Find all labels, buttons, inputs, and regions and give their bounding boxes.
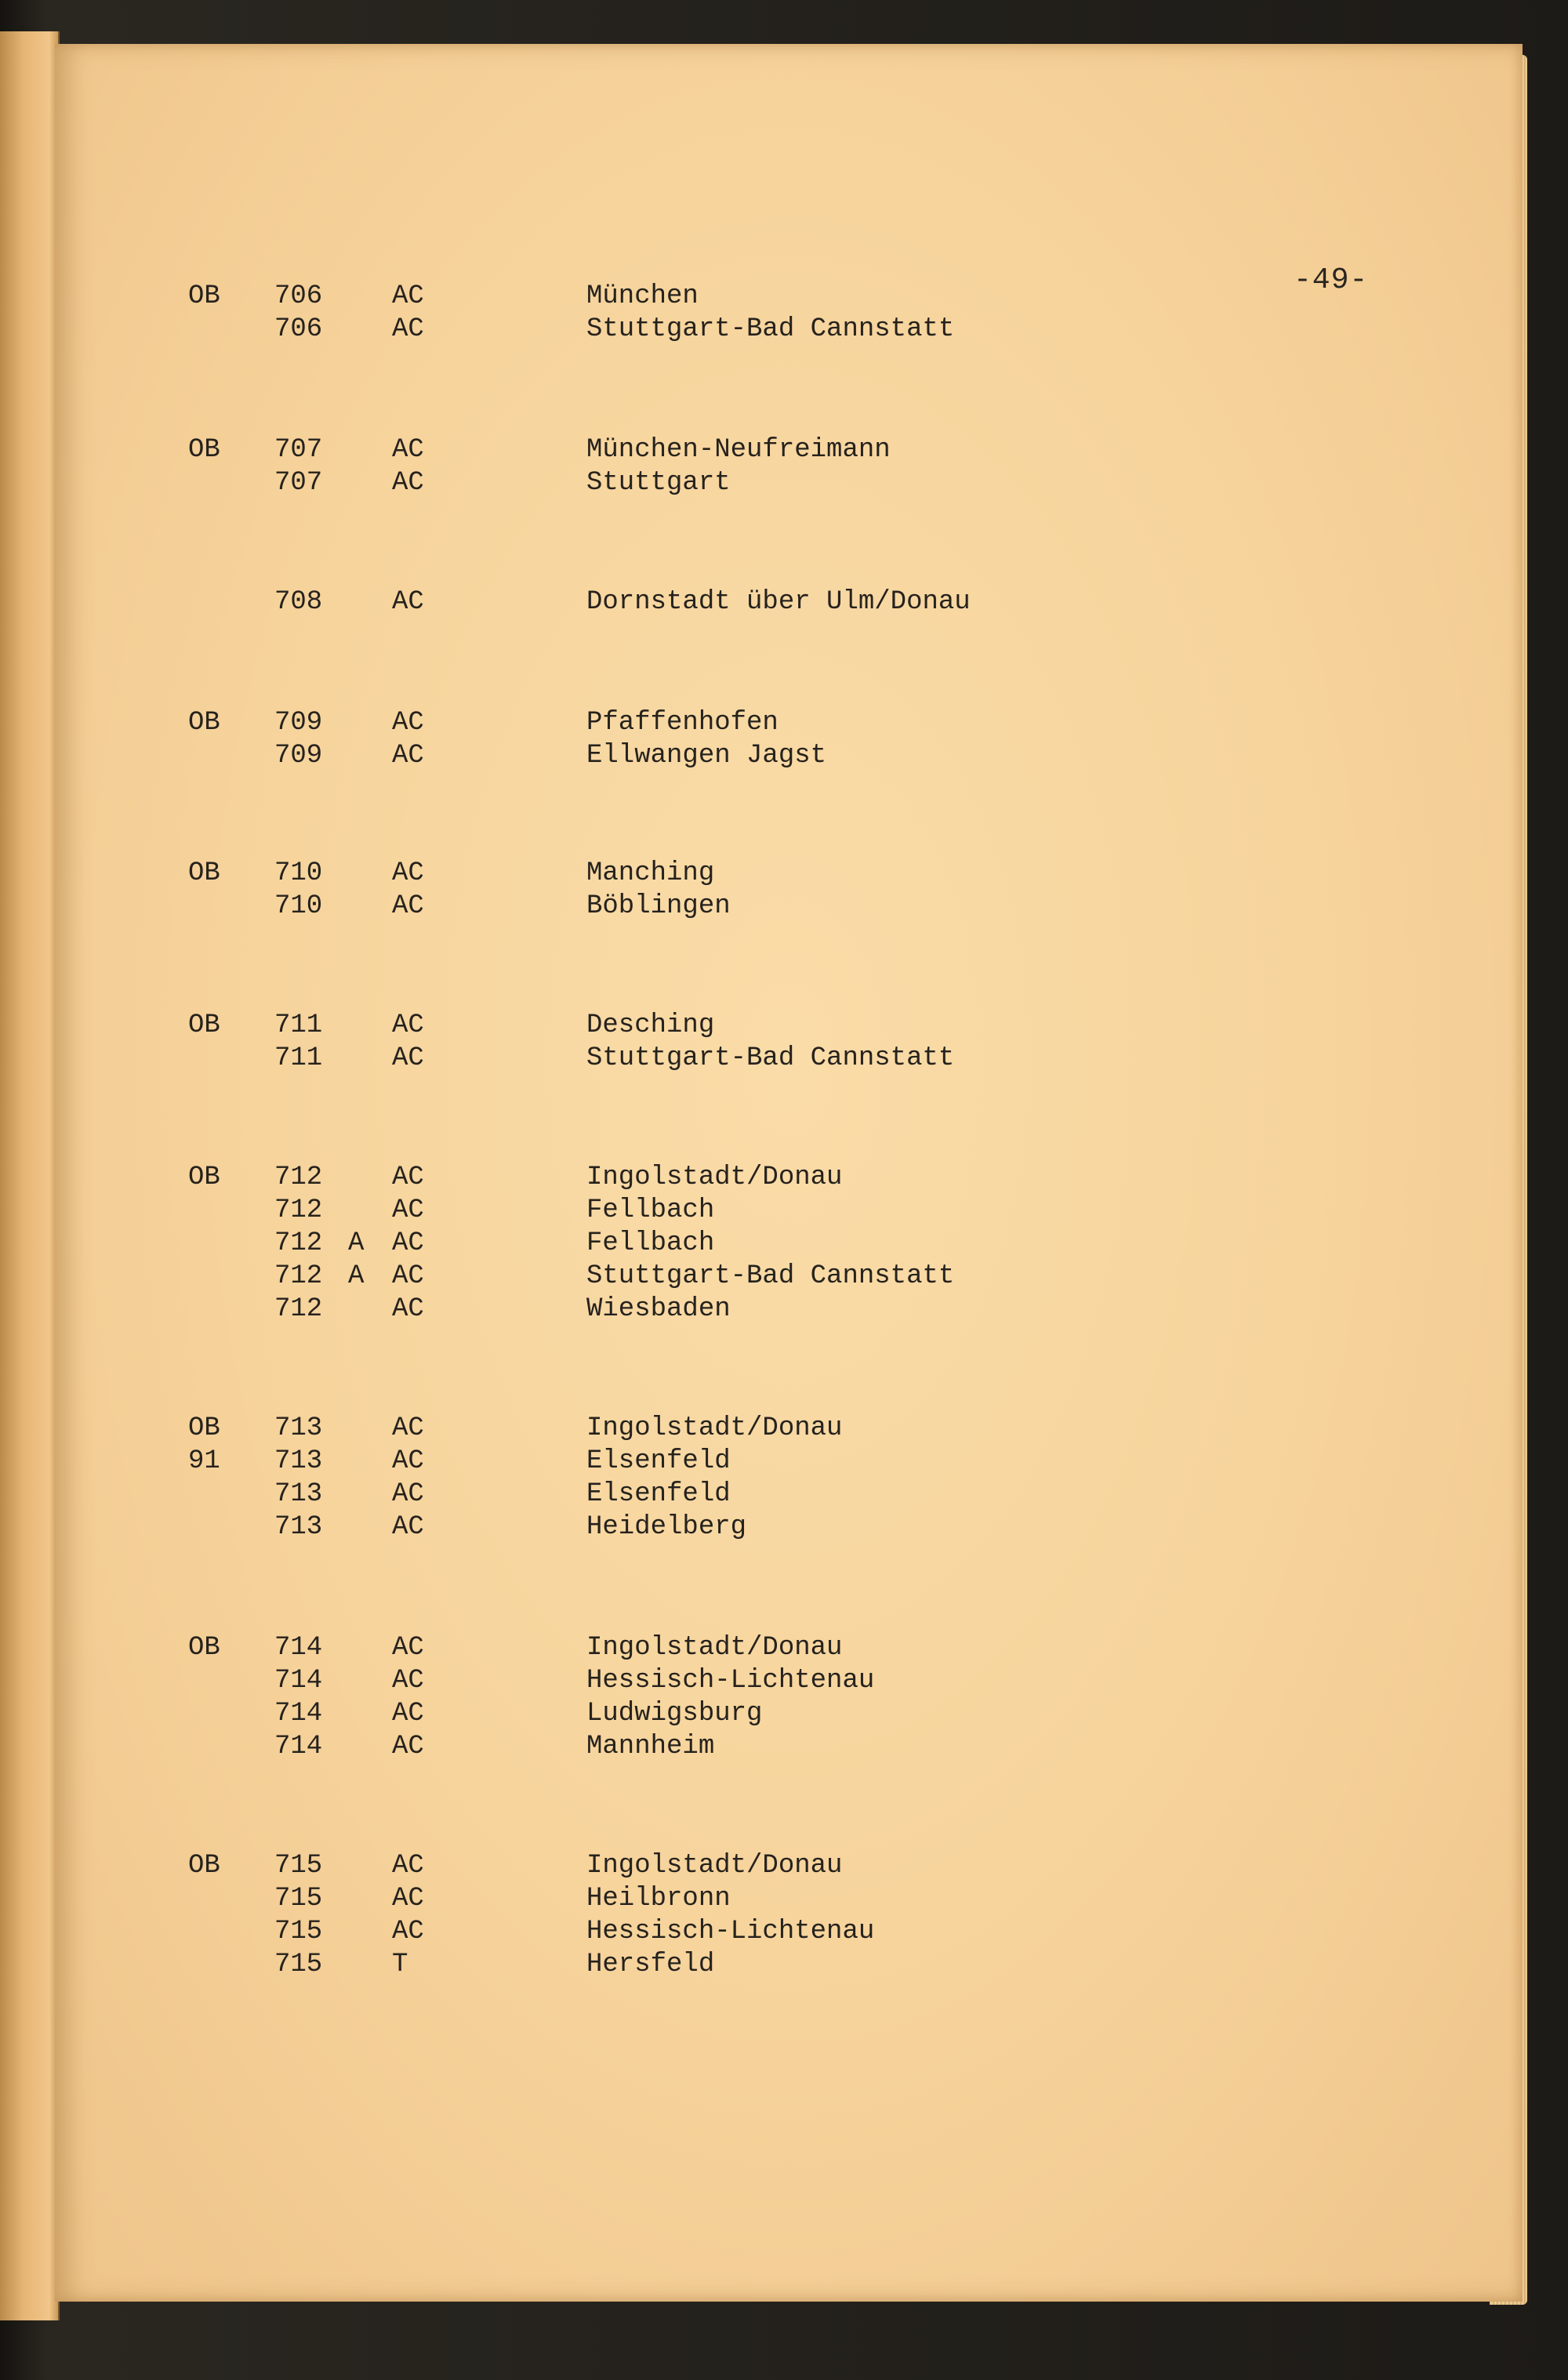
place-cell: Wiesbaden	[586, 1294, 731, 1324]
code-cell: AC	[392, 1851, 424, 1881]
number-cell: 711	[274, 1010, 323, 1040]
place-cell: Dornstadt über Ulm/Donau	[586, 587, 971, 617]
number-cell: 711	[274, 1043, 323, 1073]
number-cell: 715	[274, 1917, 323, 1946]
number-cell: 712	[274, 1228, 323, 1258]
document-page	[55, 44, 1523, 2302]
code-cell: AC	[392, 1195, 424, 1225]
table-row	[55, 856, 1523, 891]
place-cell: Fellbach	[586, 1195, 715, 1225]
number-cell: 708	[274, 587, 323, 617]
place-cell: Ludwigsburg	[586, 1699, 763, 1729]
code-cell: AC	[392, 1261, 424, 1291]
place-cell: Elsenfeld	[586, 1479, 731, 1509]
page-number: -49-	[1294, 263, 1369, 297]
code-cell: AC	[392, 435, 424, 465]
code-cell: AC	[392, 1917, 424, 1946]
suffix-cell: A	[348, 1261, 365, 1291]
number-cell: 713	[274, 1512, 323, 1542]
place-cell: Pfaffenhofen	[586, 708, 779, 738]
code-cell: AC	[392, 1294, 424, 1324]
code-cell: AC	[392, 1228, 424, 1258]
code-cell: AC	[392, 1884, 424, 1914]
code-cell: AC	[392, 741, 424, 771]
number-cell: 713	[274, 1479, 323, 1509]
code-cell: T	[392, 1950, 408, 1979]
number-cell: 714	[274, 1633, 323, 1663]
number-cell: 712	[274, 1261, 323, 1291]
number-cell: 710	[274, 891, 323, 921]
table-row	[55, 1160, 1523, 1195]
table-row	[55, 1631, 1523, 1665]
prefix-cell: OB	[188, 281, 220, 311]
number-cell: 712	[274, 1195, 323, 1225]
code-cell: AC	[392, 1479, 424, 1509]
table-row	[55, 433, 1523, 467]
number-cell: 707	[274, 468, 323, 498]
prefix-cell: OB	[188, 708, 220, 738]
code-cell: AC	[392, 1732, 424, 1761]
number-cell: 714	[274, 1732, 323, 1761]
number-cell: 710	[274, 858, 323, 888]
table-row	[55, 1663, 1523, 1698]
place-cell: Heilbronn	[586, 1884, 731, 1914]
number-cell: 712	[274, 1294, 323, 1324]
place-cell: Ingolstadt/Donau	[586, 1413, 843, 1443]
code-cell: AC	[392, 891, 424, 921]
number-cell: 709	[274, 741, 323, 771]
place-cell: München	[586, 281, 699, 311]
place-cell: München-Neufreimann	[586, 435, 891, 465]
number-cell: 713	[274, 1446, 323, 1476]
table-row	[55, 1226, 1523, 1261]
number-cell: 709	[274, 708, 323, 738]
table-row	[55, 1292, 1523, 1326]
place-cell: Stuttgart-Bad Cannstatt	[586, 1043, 955, 1073]
place-cell: Hessisch-Lichtenau	[586, 1917, 875, 1946]
prefix-cell: OB	[188, 1010, 220, 1040]
place-cell: Desching	[586, 1010, 715, 1040]
place-cell: Ingolstadt/Donau	[586, 1851, 843, 1881]
table-row	[55, 1477, 1523, 1511]
number-cell: 706	[274, 281, 323, 311]
place-cell: Stuttgart-Bad Cannstatt	[586, 314, 955, 344]
table-row	[55, 1914, 1523, 1949]
table-row	[55, 738, 1523, 773]
number-cell: 715	[274, 1950, 323, 1979]
number-cell: 715	[274, 1851, 323, 1881]
code-cell: AC	[392, 858, 424, 888]
place-cell: Hersfeld	[586, 1950, 715, 1979]
prefix-cell: OB	[188, 1163, 220, 1192]
code-cell: AC	[392, 1043, 424, 1073]
place-cell: Böblingen	[586, 891, 731, 921]
table-row	[55, 1193, 1523, 1228]
place-cell: Elsenfeld	[586, 1446, 731, 1476]
number-cell: 707	[274, 435, 323, 465]
place-cell: Heidelberg	[586, 1512, 747, 1542]
number-cell: 713	[274, 1413, 323, 1443]
table-row	[55, 1259, 1523, 1293]
place-cell: Fellbach	[586, 1228, 715, 1258]
table-row	[55, 1041, 1523, 1076]
code-cell: AC	[392, 281, 424, 311]
table-row	[55, 1696, 1523, 1731]
suffix-cell: A	[348, 1228, 365, 1258]
code-cell: AC	[392, 1010, 424, 1040]
table-row	[55, 585, 1523, 619]
table-row	[55, 1881, 1523, 1916]
table-row	[55, 1008, 1523, 1043]
code-cell: AC	[392, 1666, 424, 1696]
table-row	[55, 466, 1523, 500]
place-cell: Ingolstadt/Donau	[586, 1633, 843, 1663]
number-cell: 712	[274, 1163, 323, 1192]
place-cell: Stuttgart	[586, 468, 731, 498]
code-cell: AC	[392, 708, 424, 738]
code-cell: AC	[392, 1446, 424, 1476]
code-cell: AC	[392, 1413, 424, 1443]
code-cell: AC	[392, 1512, 424, 1542]
code-cell: AC	[392, 1699, 424, 1729]
code-cell: AC	[392, 468, 424, 498]
table-row	[55, 1729, 1523, 1764]
table-row	[55, 1947, 1523, 1982]
table-row	[55, 889, 1523, 923]
prefix-cell: OB	[188, 1633, 220, 1663]
table-row	[55, 1444, 1523, 1478]
prefix-cell: OB	[188, 858, 220, 888]
table-row	[55, 1510, 1523, 1544]
place-cell: Stuttgart-Bad Cannstatt	[586, 1261, 955, 1291]
book-binding	[0, 31, 60, 2320]
table-row	[55, 1411, 1523, 1446]
number-cell: 714	[274, 1699, 323, 1729]
prefix-cell: OB	[188, 435, 220, 465]
table-row	[55, 706, 1523, 740]
number-cell: 715	[274, 1884, 323, 1914]
number-cell: 714	[274, 1666, 323, 1696]
table-row	[55, 1848, 1523, 1883]
place-cell: Ingolstadt/Donau	[586, 1163, 843, 1192]
code-cell: AC	[392, 314, 424, 344]
place-cell: Hessisch-Lichtenau	[586, 1666, 875, 1696]
prefix-cell: OB	[188, 1851, 220, 1881]
code-cell: AC	[392, 1163, 424, 1192]
code-cell: AC	[392, 587, 424, 617]
prefix-cell: 91	[188, 1446, 220, 1476]
table-row	[55, 312, 1523, 346]
place-cell: Ellwangen Jagst	[586, 741, 827, 771]
place-cell: Manching	[586, 858, 715, 888]
number-cell: 706	[274, 314, 323, 344]
code-cell: AC	[392, 1633, 424, 1663]
place-cell: Mannheim	[586, 1732, 715, 1761]
prefix-cell: OB	[188, 1413, 220, 1443]
table-row	[55, 279, 1523, 314]
